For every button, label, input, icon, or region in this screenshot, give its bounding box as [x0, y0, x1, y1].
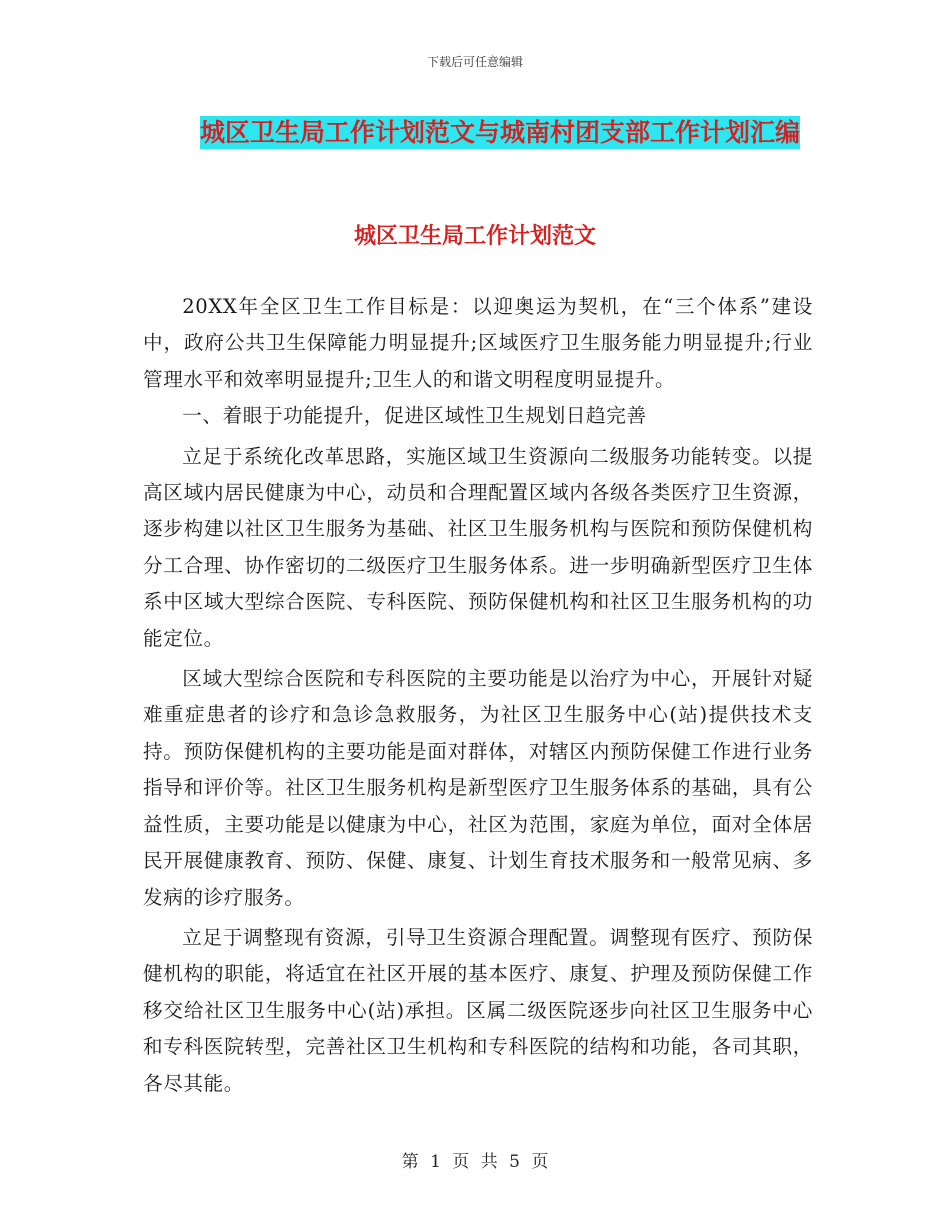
document-title: [190, 112, 810, 153]
section-title: 城区卫生局工作计划范文: [353, 223, 596, 249]
paragraph-reform: 立足于系统化改革思路，实施区域卫生资源向二级服务功能转变。以提高区域内居民健康为中心，动员和合理配置区域内各级各类医疗卫生资源，逐步构建以社区卫生服务为基础、社区卫生服务机构与医院和预防保健机构分工合理、协作密切的二级医疗卫生服务体系。进一步明确新型医疗卫生体系中区域大型综合医院、专科医院、预防保健机构和社区卫生服务机构的功能定位。: [143, 444, 813, 650]
document-title-text: 城区卫生局工作计划范文与城南村团支部工作计划汇编: [199, 118, 800, 147]
page-footer: 第 1 页 共 5 页: [401, 1152, 549, 1172]
paragraph-goals: 20XX年全区卫生工作目标是：以迎奥运为契机，在“三个体系”建设中，政府公共卫生保障能力明显提升;区域医疗卫生服务能力明显提升;行业管理水平和效率明显提升;卫生人的和谐文明程度明显提升。: [143, 295, 813, 391]
header-note: 下载后可任意编辑: [426, 55, 523, 69]
paragraph-resource-allocation: 立足于调整现有资源，引导卫生资源合理配置。调整现有医疗、预防保健机构的职能，将适宜在社区开展的基本医疗、康复、护理及预防保健工作移交给社区卫生服务中心(站)承担。区属二级医院逐步向社区卫生服务中心和专科医院转型，完善社区卫生机构和专科医院的结构和功能，各司其职，各尽其能。: [143, 925, 813, 1095]
document-body: [143, 289, 813, 1102]
paragraph-hospital-functions: 区域大型综合医院和专科医院的主要功能是以治疗为中心，开展针对疑难重症患者的诊疗和急诊急救服务，为社区卫生服务中心(站)提供技术支持。预防保健机构的主要功能是面对群体，对辖区内预防保健工作进行业务指导和评价等。社区卫生服务机构是新型医疗卫生服务体系的基础，具有公益性质，主要功能是以健康为中心，社区为范围，家庭为单位，面对全体居民开展健康教育、预防、保健、康复、计划生育技术服务和一般常见病、多发病的诊疗服务。: [143, 667, 813, 909]
paragraph-heading-one: 一、着眼于功能提升，促进区域性卫生规划日趋完善: [182, 404, 647, 428]
